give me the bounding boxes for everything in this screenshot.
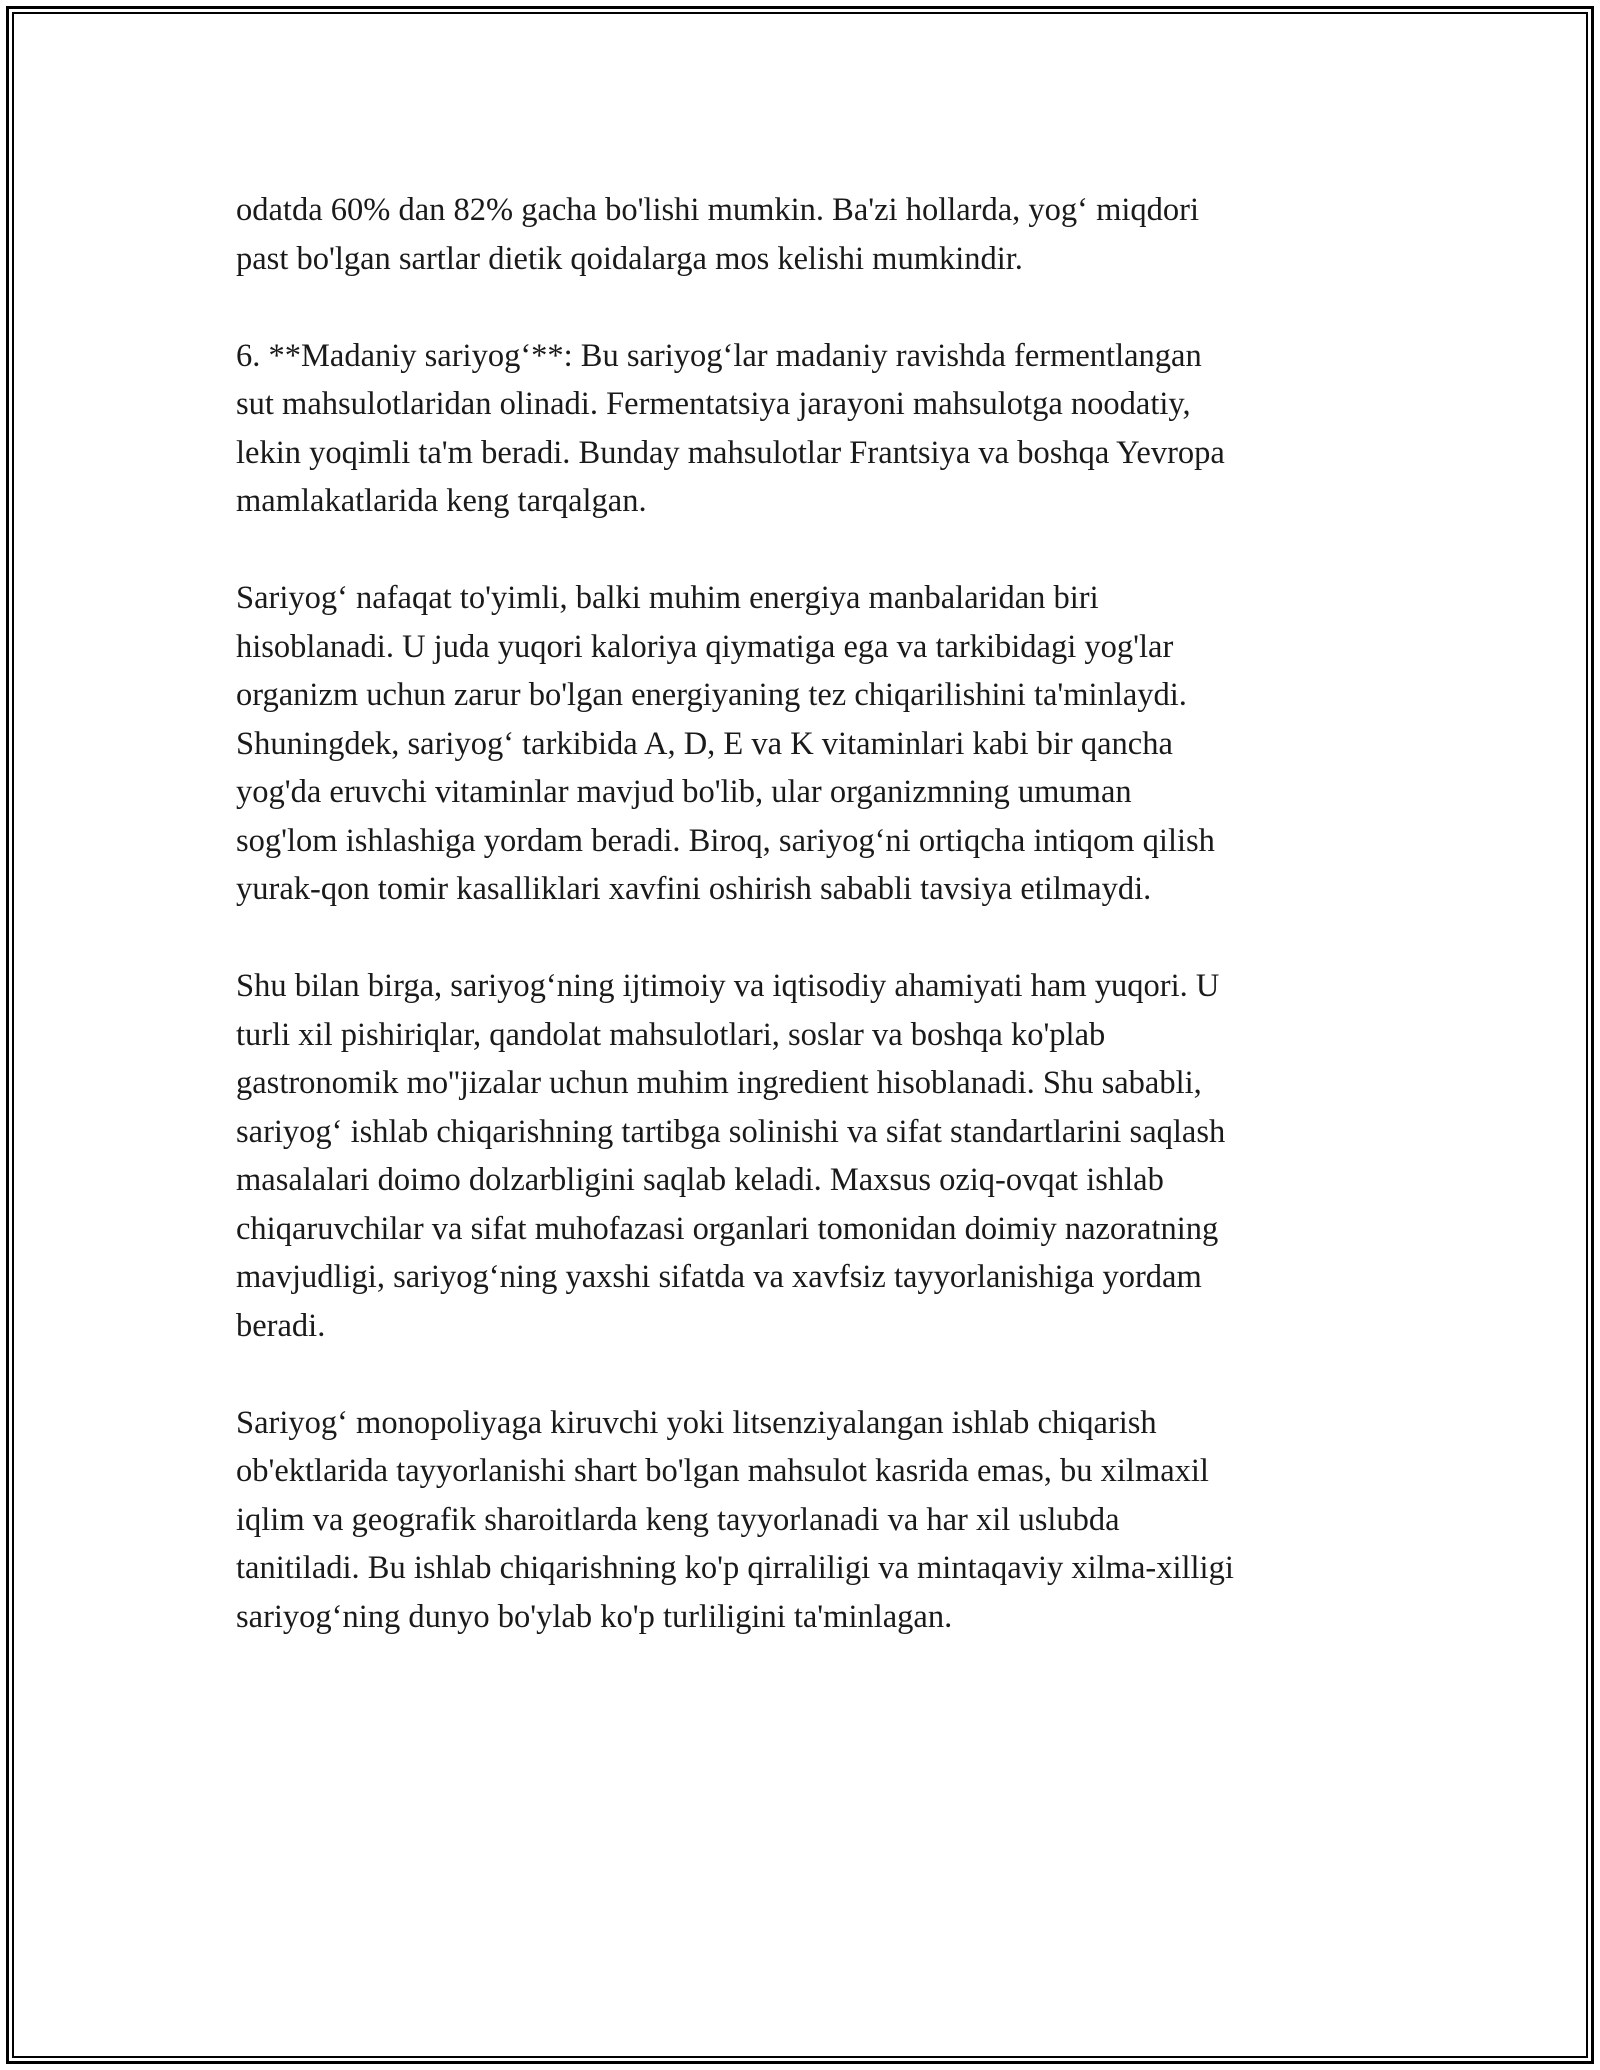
paragraph-production: Sariyog‘ monopoliyaga kiruvchi yoki litsenziyalangan ishlab chiqarish ob'ektlarida tayyorlanishi shart bo'lgan mahsulot kasrida emas, bu xilmaxil iqlim va geografik sharoitlarda keng tayyorlanadi va har xil uslubda tanitiladi. Bu ishlab chiqarishning ko'p qirraliligi va mintaqaviy xilma-xilligi sariyog‘ning dunyo bo'ylab ko'p turliligini ta'minlagan. [236, 1404, 1234, 1635]
paragraph-nutrition: Sariyog‘ nafaqat to'yimli, balki muhim energiya manbalaridan biri hisoblanadi. U juda yuqori kaloriya qiymatiga ega va tarkibidagi yog'lar organizm uchun zarur bo'lgan energiyaning tez chiqarilishini ta'minlaydi. Shuningdek, sariyog‘ tarkibida A, D, E va K vitaminlari kabi bir qancha yog'da eruvchi vitaminlar mavjud bo'lib, ular organizmning umuman sog'lom ishlashiga yordam beradi. Biroq, sariyog‘ni ortiqcha intiqom qilish yurak-qon tomir kasalliklari xavfini oshirish sababli tavsiya etilmaydi. [236, 580, 1215, 907]
paragraph-fat-content: odatda 60% dan 82% gacha bo'lishi mumkin. Ba'zi hollarda, yog‘ miqdori past bo'lgan sartlar dietik qoidalarga mos kelishi mumkindir. [236, 192, 1200, 277]
paragraph-cultured-butter: 6. **Madaniy sariyog‘**: Bu sariyog‘lar madaniy ravishda fermentlangan sut mahsulotlaridan olinadi. Fermentatsiya jarayoni mahsulotga noodatiy, lekin yoqimli ta'm beradi. Bunday mahsulotlar Frantsiya va boshqa Yevropa mamlakatlarida keng tarqalgan. [236, 337, 1225, 519]
document-body [236, 186, 1376, 1690]
paragraph-socioeconomic: Shu bilan birga, sariyog‘ning ijtimoiy va iqtisodiy ahamiyati ham yuqori. U turli xil pishiriqlar, qandolat mahsulotlari, soslar va boshqa ko'plab gastronomik mo''jizalar uchun muhim ingredient hisoblanadi. Shu sababli, sariyog‘ ishlab chiqarishning tartibga solinishi va sifat standartlarini saqlash masalalari doimo dolzarbligini saqlab keladi. Maxsus oziq-ovqat ishlab chiqaruvchilar va sifat muhofazasi organlari tomonidan doimiy nazoratning mavjudligi, sariyog‘ning yaxshi sifatda va xavfsiz tayyorlanishiga yordam beradi. [236, 968, 1226, 1344]
